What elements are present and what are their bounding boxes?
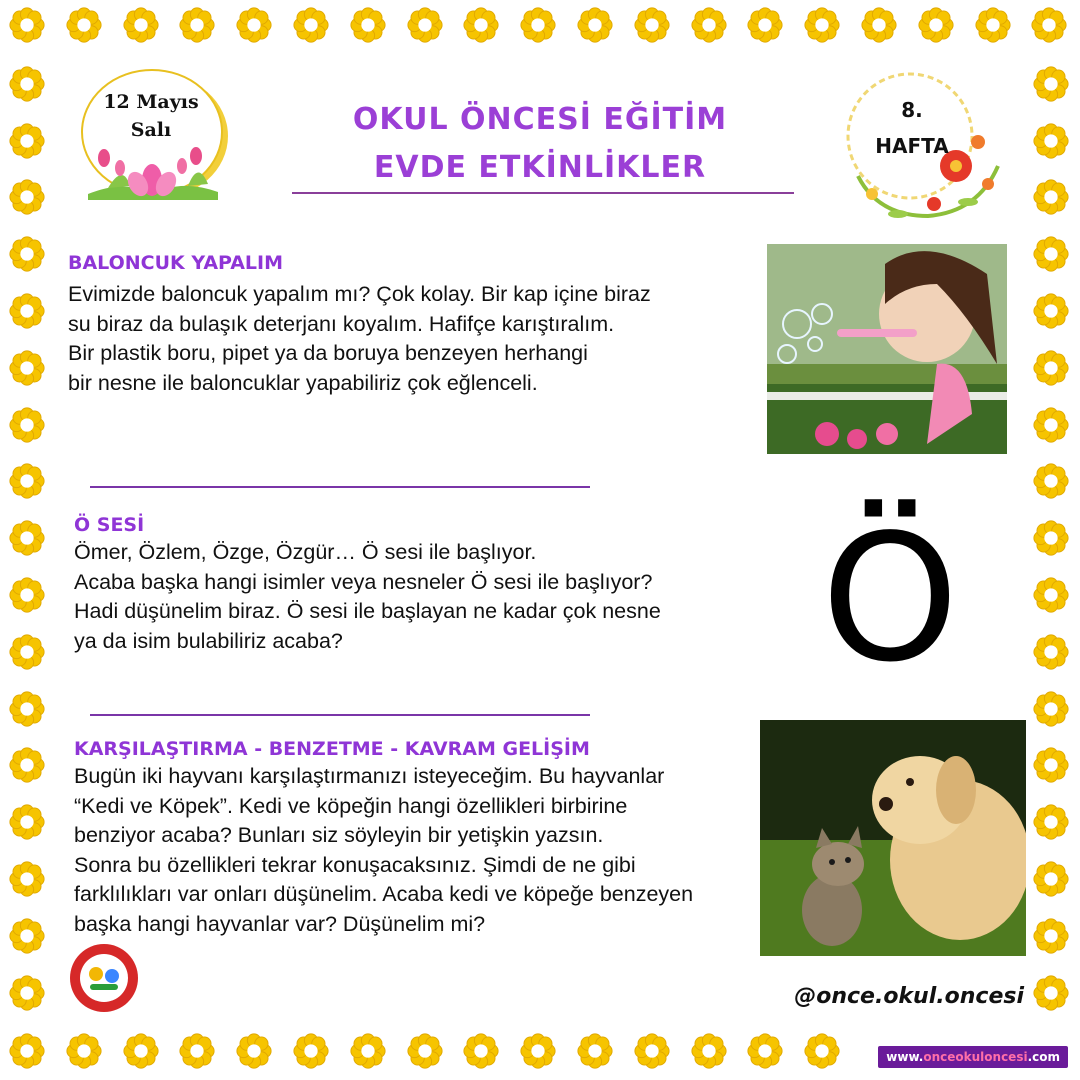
title-line-2: EVDE ETKİNLİKLER: [373, 150, 707, 185]
text-line: farklılıkları var onları düşünelim. Acaba kedi ve köpeğe benzeyen: [74, 882, 694, 906]
flower-icon: [178, 6, 216, 44]
text-line: su biraz da bulaşık deterjanı koyalım. Hafifçe karıştıralım.: [68, 311, 615, 336]
big-letter-o: Ö: [821, 498, 959, 701]
flower-icon: [8, 519, 46, 557]
flower-icon: [8, 746, 46, 784]
flower-icon: [8, 349, 46, 387]
text-line: Hadi düşünelim biraz. Ö sesi ile başlayan ne kadar çok nesne: [74, 599, 661, 623]
week-label: [860, 92, 964, 164]
bubble-girl-photo: [767, 244, 1007, 454]
flower-icon: [633, 1032, 671, 1070]
text-line: Ömer, Özlem, Özge, Özgür… Ö sesi ile başlıyor.: [74, 540, 537, 564]
date-label: [86, 88, 216, 144]
week-number: 8.: [901, 98, 923, 122]
flower-icon: [8, 406, 46, 444]
flower-icon: [1032, 292, 1070, 330]
flower-icon: [8, 65, 46, 103]
website-prefix: www.: [886, 1050, 924, 1064]
social-handle[interactable]: @once.okul.oncesi: [794, 984, 1024, 1009]
section-divider: [90, 486, 590, 488]
flower-icon: [122, 6, 160, 44]
flower-icon: [1032, 178, 1070, 216]
flower-icon: [1032, 462, 1070, 500]
flower-icon: [178, 1032, 216, 1070]
flower-icon: [8, 235, 46, 273]
flower-icon: [462, 6, 500, 44]
flower-icon: [65, 1032, 103, 1070]
flower-icon: [1032, 690, 1070, 728]
flower-icon: [8, 633, 46, 671]
flower-icon: [235, 6, 273, 44]
flower-icon: [65, 6, 103, 44]
text-line: Evimizde baloncuk yapalım mı? Çok kolay. Bir kap içine biraz: [68, 282, 651, 306]
section-text-baloncuk: [68, 280, 651, 398]
flower-icon: [917, 6, 955, 44]
flower-icon: [576, 1032, 614, 1070]
flower-icon: [1032, 235, 1070, 273]
flower-icon: [235, 1032, 273, 1070]
text-line: “Kedi ve Köpek”. Kedi ve köpeğin hangi özellikleri birbirine: [74, 793, 628, 818]
title-underline: [292, 192, 794, 194]
flower-icon: [8, 860, 46, 898]
flower-icon: [462, 1032, 500, 1070]
flower-icon: [1032, 519, 1070, 557]
flower-icon: [1032, 974, 1070, 1012]
flower-icon: [406, 6, 444, 44]
text-line: başka hangi hayvanlar var? Düşünelim mi?: [74, 911, 486, 936]
text-line: ya da isim bulabiliriz acaba?: [74, 628, 343, 653]
flower-icon: [1030, 6, 1068, 44]
section-heading-karsilastirma: KARŞILAŞTIRMA - BENZETME - KAVRAM GELİŞİM: [74, 738, 590, 760]
title-line-1: OKUL ÖNCESİ EĞİTİM: [352, 102, 728, 137]
flower-icon: [576, 6, 614, 44]
flower-icon: [8, 178, 46, 216]
date-weekday: Salı: [130, 119, 172, 141]
flower-icon: [8, 917, 46, 955]
section-heading-baloncuk: BALONCUK YAPALIM: [68, 252, 283, 274]
flower-icon: [8, 974, 46, 1012]
flower-icon: [349, 1032, 387, 1070]
flower-icon: [1032, 917, 1070, 955]
flower-icon: [746, 6, 784, 44]
text-line: bir nesne ile baloncuklar yapabiliriz çok eğlenceli.: [68, 370, 538, 395]
flower-icon: [8, 803, 46, 841]
flower-icon: [1032, 349, 1070, 387]
flower-icon: [1032, 65, 1070, 103]
flower-icon: [803, 6, 841, 44]
flower-icon: [292, 1032, 330, 1070]
flower-icon: [519, 6, 557, 44]
flower-icon: [1032, 746, 1070, 784]
flower-icon: [8, 690, 46, 728]
flower-icon: [1032, 860, 1070, 898]
section-text-karsilastirma: [74, 762, 693, 939]
flower-icon: [690, 6, 728, 44]
website-highlight: onceokuloncesi: [923, 1050, 1028, 1064]
flower-icon: [1032, 122, 1070, 160]
section-divider: [90, 714, 590, 716]
cat-dog-photo: [760, 720, 1026, 956]
text-line: Sonra bu özellikleri tekrar konuşacaksınız. Şimdi de ne gibi: [74, 852, 636, 877]
flower-icon: [860, 6, 898, 44]
flower-icon: [8, 292, 46, 330]
website-suffix: .com: [1027, 1050, 1060, 1064]
flower-icon: [8, 462, 46, 500]
flower-icon: [690, 1032, 728, 1070]
date-day: 12 Mayıs: [103, 91, 199, 113]
flower-icon: [8, 122, 46, 160]
section-heading-o-sesi: Ö SESİ: [74, 514, 145, 536]
flower-icon: [1032, 633, 1070, 671]
flower-icon: [633, 6, 671, 44]
text-line: Acaba başka hangi isimler veya nesneler Ö sesi ile başlıyor?: [74, 569, 653, 594]
flower-icon: [349, 6, 387, 44]
flower-icon: [519, 1032, 557, 1070]
flower-icon: [406, 1032, 444, 1070]
flower-icon: [1032, 406, 1070, 444]
text-line: Bir plastik boru, pipet ya da boruya benzeyen herhangi: [68, 341, 588, 365]
text-line: Bugün iki hayvanı karşılaştırmanızı isteyeceğim. Bu hayvanlar: [74, 764, 665, 788]
flower-icon: [1032, 803, 1070, 841]
flower-icon: [292, 6, 330, 44]
section-text-o-sesi: [74, 538, 661, 656]
flower-icon: [746, 1032, 784, 1070]
website-link[interactable]: [878, 1046, 1068, 1068]
flower-icon: [8, 6, 46, 44]
flower-icon: [803, 1032, 841, 1070]
logo-icon: [64, 942, 144, 1014]
flower-icon: [8, 1032, 46, 1070]
page-title: [300, 96, 780, 192]
flower-icon: [974, 6, 1012, 44]
flower-icon: [8, 576, 46, 614]
text-line: benziyor acaba? Bunları siz söyleyin bir yetişkin yazsın.: [74, 823, 604, 847]
flower-icon: [122, 1032, 160, 1070]
flower-icon: [1032, 576, 1070, 614]
week-word: HAFTA: [875, 134, 949, 158]
